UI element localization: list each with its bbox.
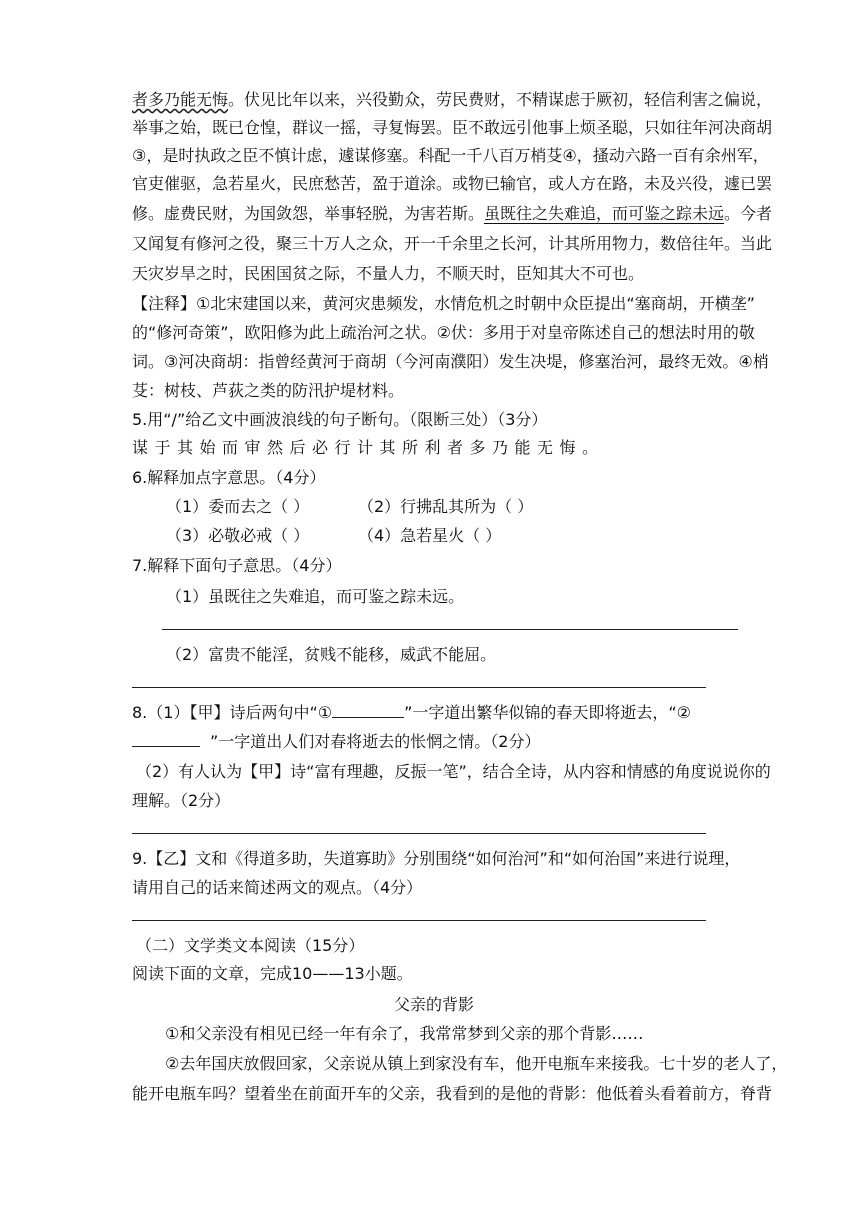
fill-blank [132, 732, 200, 747]
fill-blank [332, 703, 404, 718]
passage-line-2: 举事之始，既已仓惶，群议一摇，寻复悔罢。臣不敢远引他事上烦圣聪，只如往年河决商胡 [132, 118, 773, 137]
question-9-line-2: 请用自己的话来简述两文的观点。（4分） [132, 878, 423, 897]
answer-line [132, 687, 706, 688]
passage-line-6: 又闻复有修河之役，聚三十万人之众，开一千余里之长河，计其所用物力，数倍往年。当此 [132, 234, 773, 253]
question-8-line-1: 8.（1）【甲】诗后两句中“① ”一字道出繁华似锦的春天即将逝去，“② [132, 703, 692, 722]
passage-line-4: 官吏催驱，急若星火，民庶愁苦，盈于道涂。或物已输官，或人方在路，未及兴役，遽已罢 [132, 174, 773, 193]
passage-line-5: 修。虚费民财，为国敛怨，举事轻脱，为害若斯。虽既往之失难追，而可鉴之踪未远。今者 [132, 204, 773, 223]
answer-line [132, 833, 706, 834]
question-6-item-1: （1）委而去之（ ） [166, 497, 310, 516]
question-6-item-2: （2）行拂乱其所为（ ） [358, 497, 534, 516]
answer-line [132, 920, 706, 921]
section-2-heading: （二）文学类文本阅读（15分） [136, 936, 365, 955]
paragraph-1: ①和父亲没有相见已经一年有余了，我常常梦到父亲的那个背影…… [165, 1024, 644, 1043]
question-8-line-2: ”一字道出人们对春将逝去的怅惘之情。（2分） [132, 732, 742, 752]
question-8-line-4: 理解。（2分） [132, 791, 231, 810]
underlined-sentence: 虽既往之失难追，而可鉴之踪未远 [484, 204, 725, 223]
paragraph-2-line-1: ②去年国庆放假回家，父亲说从镇上到家没有车，他开电瓶车来接我。七十岁的老人了， [165, 1054, 788, 1073]
question-6-item-3: （3）必敬必戒（ ） [166, 526, 310, 545]
question-7-item-1: （1）虽既往之失难追，而可鉴之踪未远。 [166, 587, 465, 606]
question-6-prompt: 6.解释加点字意思。（4分） [132, 468, 326, 487]
notes-line-4: 芟：树枝、芦荻之类的防汛护堤材料。 [132, 381, 405, 400]
notes-line-2: 的“修河奇策”，欧阳修为此上疏治河之状。②伏：多用于对皇帝陈述自己的想法时用的敬 [132, 323, 755, 342]
section-2-instruction: 阅读下面的文章，完成10——13小题。 [132, 964, 413, 983]
question-8-line-3: （2）有人认为【甲】诗“富有理趣，反振一笔”，结合全诗，从内容和情感的角度说说你的 [136, 762, 771, 781]
question-5-sentence: 谋于其始而审然后必行计其所利者多乃能无悔。 [132, 438, 605, 457]
passage-line-1: 者多乃能无悔。伏见比年以来，兴役勤众，劳民费财，不精谋虑于厥初，轻信利害之偏说， [132, 90, 773, 109]
question-5-prompt: 5.用“/”给乙文中画波浪线的句子断句。（限断三处）（3分） [132, 410, 548, 429]
notes-line-1: 【注释】①北宋建国以来，黄河灾患频发，水情危机之时朝中众臣提出“塞商胡，开横垄” [132, 294, 755, 313]
question-7-prompt: 7.解释下面句子意思。（4分） [132, 556, 342, 575]
passage-line-7: 天灾岁旱之时，民困国贫之际，不量人力，不顺天时，臣知其大不可也。 [132, 264, 645, 283]
question-9-line-1: 9.【乙】文和《得道多助，失道寡助》分别围绕“如何治河”和“如何治国”来进行说理， [132, 849, 741, 868]
wavy-underlined-text: 者多乃能无悔 [132, 90, 229, 109]
article-title: 父亲的背影 [393, 995, 474, 1014]
paragraph-2-line-2: 能开电瓶车吗？望着坐在前面开车的父亲，我看到的是他的背影：他低着头看着前方，脊背 [132, 1084, 773, 1103]
answer-line [162, 629, 738, 630]
question-7-item-2: （2）富贵不能淫，贫贱不能移，威武不能屈。 [166, 645, 497, 664]
question-6-item-4: （4）急若星火（ ） [358, 526, 502, 545]
notes-line-3: 词。③河决商胡：指曾经黄河于商胡（今河南濮阳）发生决堤，修塞治河，最终无效。④梢 [132, 352, 769, 371]
passage-line-3: ③，是时执政之臣不慎计虑，遽谋修塞。科配一千八百万梢芟④，搔动六路一百有余州军， [132, 146, 769, 165]
